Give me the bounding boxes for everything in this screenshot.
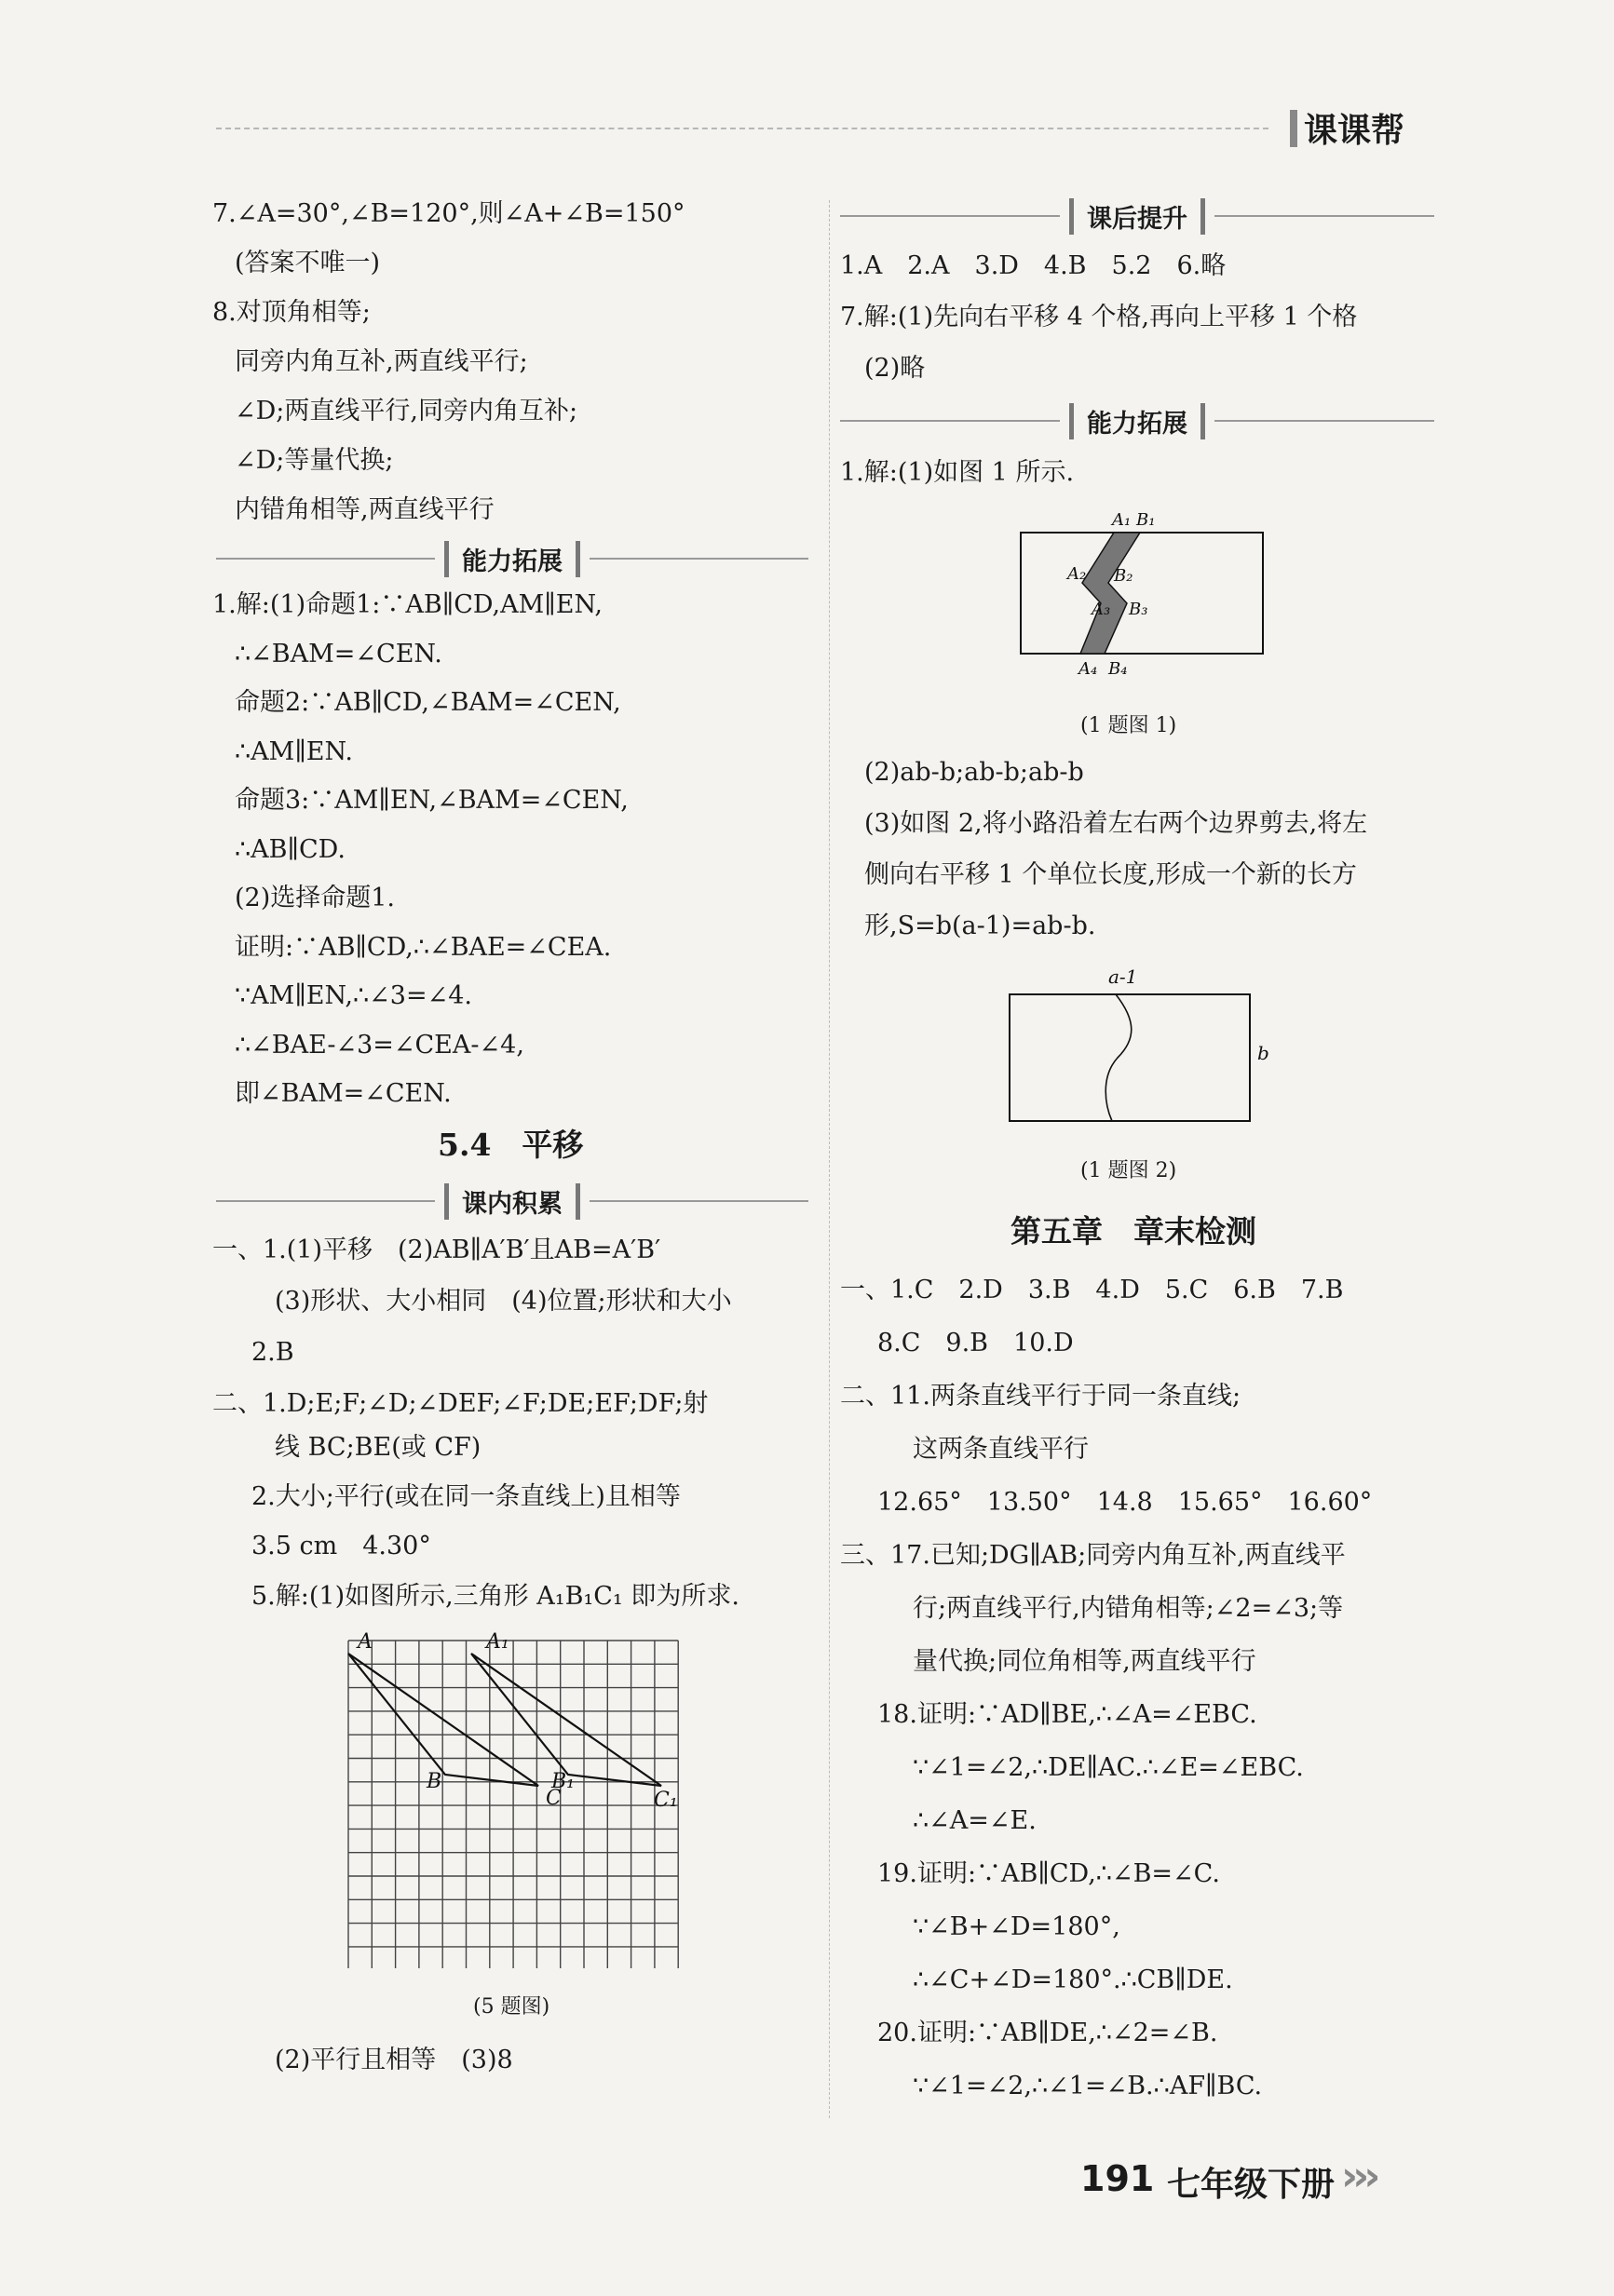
point-label-a1: A₁ — [486, 1631, 509, 1654]
accum-line: 3.5 cm 4.30° — [251, 1532, 431, 1560]
fig1-label-b4: B₄ — [1108, 659, 1128, 679]
fig1-label-a2: A₂ — [1067, 564, 1087, 584]
test-line: 量代换;同位角相等,两直线平行 — [913, 1647, 1256, 1676]
header-brand: 课课帮 — [1304, 112, 1405, 150]
section-label: 能力拓展 — [1069, 403, 1205, 439]
proof-line: 即∠BAM=∠CEN. — [235, 1079, 452, 1108]
grid-figure-caption: (5 题图) — [473, 1995, 550, 2019]
point-label-b: B — [427, 1770, 442, 1793]
accum-line: 线 BC;BE(或 CF) — [275, 1433, 481, 1462]
proof-line: 1.解:(1)命题1:∵AB∥CD,AM∥EN, — [212, 590, 603, 619]
test-line: ∵∠1=∠2,∴DE∥AC.∴∠E=∠EBC. — [913, 1753, 1304, 1782]
proof-line: ∴AB∥CD. — [235, 835, 346, 864]
point-label-a: A — [358, 1631, 373, 1654]
triangle-abc — [348, 1654, 538, 1786]
fig1-label-b3: B₃ — [1129, 600, 1148, 619]
answer-line: 内错角相等,两直线平行 — [235, 495, 495, 524]
test-line: ∴∠A=∠E. — [913, 1806, 1037, 1835]
test-line: 二、11.两条直线平行于同一条直线; — [840, 1382, 1241, 1411]
triangle-a1b1c1 — [471, 1654, 661, 1786]
fig1-label-a1: A₁ — [1112, 510, 1132, 530]
page-number: 191 — [1080, 2158, 1155, 2199]
answer-line: 形,S=b(a-1)=ab-b. — [864, 912, 1096, 940]
column-divider — [829, 200, 830, 2118]
proof-line: 命题2:∵AB∥CD,∠BAM=∠CEN, — [235, 688, 621, 717]
proof-line: ∴∠BAE-∠3=∠CEA-∠4, — [235, 1031, 524, 1060]
answer-line: 1.解:(1)如图 1 所示. — [840, 458, 1075, 487]
fig1-label-a3: A₃ — [1092, 600, 1111, 619]
accum-line: 2.大小;平行(或在同一条直线上)且相等 — [251, 1482, 681, 1511]
point-label-c1: C₁ — [654, 1789, 678, 1812]
answer-line: (2)ab-b;ab-b;ab-b — [864, 758, 1084, 787]
section-header-ability — [216, 540, 808, 577]
answer-line: 侧向右平移 1 个单位长度,形成一个新的长方 — [864, 860, 1357, 889]
test-line: 19.证明:∵AB∥CD,∴∠B=∠C. — [877, 1859, 1220, 1888]
answer-line: 1.A 2.A 3.D 4.B 5.2 6.略 — [840, 251, 1227, 280]
test-line: ∵∠1=∠2,∴∠1=∠B.∴AF∥BC. — [913, 2072, 1263, 2100]
test-line: ∴∠C+∠D=180°.∴CB∥DE. — [913, 1965, 1233, 1994]
point-label-c: C — [546, 1787, 562, 1810]
test-line: 20.证明:∵AB∥DE,∴∠2=∠B. — [877, 2019, 1218, 2047]
test-line: 三、17.已知;DG∥AB;同旁内角互补,两直线平 — [840, 1541, 1346, 1570]
fig1-caption: (1 题图 1) — [1080, 714, 1177, 737]
answer-line: (答案不唯一) — [235, 249, 381, 277]
fig2-side-label: b — [1257, 1042, 1269, 1064]
accum-line: 二、1.D;E;F;∠D;∠DEF;∠F;DE;EF;DF;射 — [212, 1389, 709, 1418]
fig1-label-b2: B₂ — [1114, 566, 1133, 586]
grid-figure — [337, 1631, 691, 1968]
answer-line: 7.解:(1)先向右平移 4 个格,再向上平移 1 个格 — [840, 303, 1358, 331]
answer-line: (3)如图 2,将小路沿着左右两个边界剪去,将左 — [864, 809, 1368, 838]
point-label-b1: B₁ — [551, 1770, 575, 1793]
header-dashed-rule — [216, 128, 1268, 129]
accum-line: (3)形状、大小相同 (4)位置;形状和大小 — [275, 1287, 732, 1316]
footer-arrows-icon: ››› — [1341, 2153, 1376, 2200]
path-figure-1 — [1006, 503, 1276, 689]
proof-line: ∴AM∥EN. — [235, 737, 353, 766]
section-header-ability-2 — [840, 402, 1434, 439]
proof-line: ∴∠BAM=∠CEN. — [235, 640, 442, 669]
answer-line: ∠D;等量代换; — [235, 446, 394, 475]
chapter-title-test: 第五章 章末检测 — [1010, 1213, 1256, 1249]
answer-line: 7.∠A=30°,∠B=120°,则∠A+∠B=150° — [212, 199, 685, 228]
answer-line: (2)略 — [864, 354, 926, 383]
test-line: 18.证明:∵AD∥BE,∴∠A=∠EBC. — [877, 1700, 1257, 1729]
accum-line: 2.B — [251, 1338, 294, 1367]
proof-line: 命题3:∵AM∥EN,∠BAM=∠CEN, — [235, 786, 629, 815]
accum-line: 5.解:(1)如图所示,三角形 A₁B₁C₁ 即为所求. — [251, 1582, 739, 1611]
proof-line: 证明:∵AB∥CD,∴∠BAE=∠CEA. — [235, 933, 612, 962]
answer-line: 8.对顶角相等; — [212, 298, 371, 327]
answer-line: 同旁内角互补,两直线平行; — [235, 347, 528, 376]
fig2-top-label: a-1 — [1108, 966, 1138, 988]
test-line: ∵∠B+∠D=180°, — [913, 1912, 1120, 1941]
grade-label: 七年级下册 — [1167, 2166, 1336, 2204]
test-line: 这两条直线平行 — [913, 1435, 1089, 1464]
chapter-title-5-4: 5.4 平移 — [438, 1127, 584, 1163]
test-line: 12.65° 13.50° 14.8 15.65° 16.60° — [877, 1488, 1373, 1517]
proof-line: ∵AM∥EN,∴∠3=∠4. — [235, 981, 472, 1010]
test-line: 8.C 9.B 10.D — [877, 1329, 1074, 1357]
section-header-class — [216, 1182, 808, 1220]
path-figure-2 — [997, 965, 1276, 1132]
section-label: 课内积累 — [444, 1183, 580, 1220]
accum-last-line: (2)平行且相等 (3)8 — [275, 2046, 513, 2074]
test-line: 一、1.C 2.D 3.B 4.D 5.C 6.B 7.B — [840, 1276, 1344, 1304]
fig1-label-a4: A₄ — [1078, 659, 1098, 679]
section-label: 课后提升 — [1069, 198, 1205, 235]
section-label: 能力拓展 — [444, 541, 580, 577]
accum-line: 一、1.(1)平移 (2)AB∥A′B′且AB=A′B′ — [212, 1236, 661, 1264]
zigzag-path — [1080, 533, 1140, 654]
section-header-after-class — [840, 197, 1434, 235]
fig2-caption: (1 题图 2) — [1080, 1159, 1177, 1182]
proof-line: (2)选择命题1. — [235, 884, 396, 912]
answer-line: ∠D;两直线平行,同旁内角互补; — [235, 397, 578, 425]
test-line: 行;两直线平行,内错角相等;∠2=∠3;等 — [913, 1594, 1344, 1623]
fig1-label-b1: B₁ — [1136, 510, 1156, 530]
header-brand-bar — [1290, 110, 1297, 147]
